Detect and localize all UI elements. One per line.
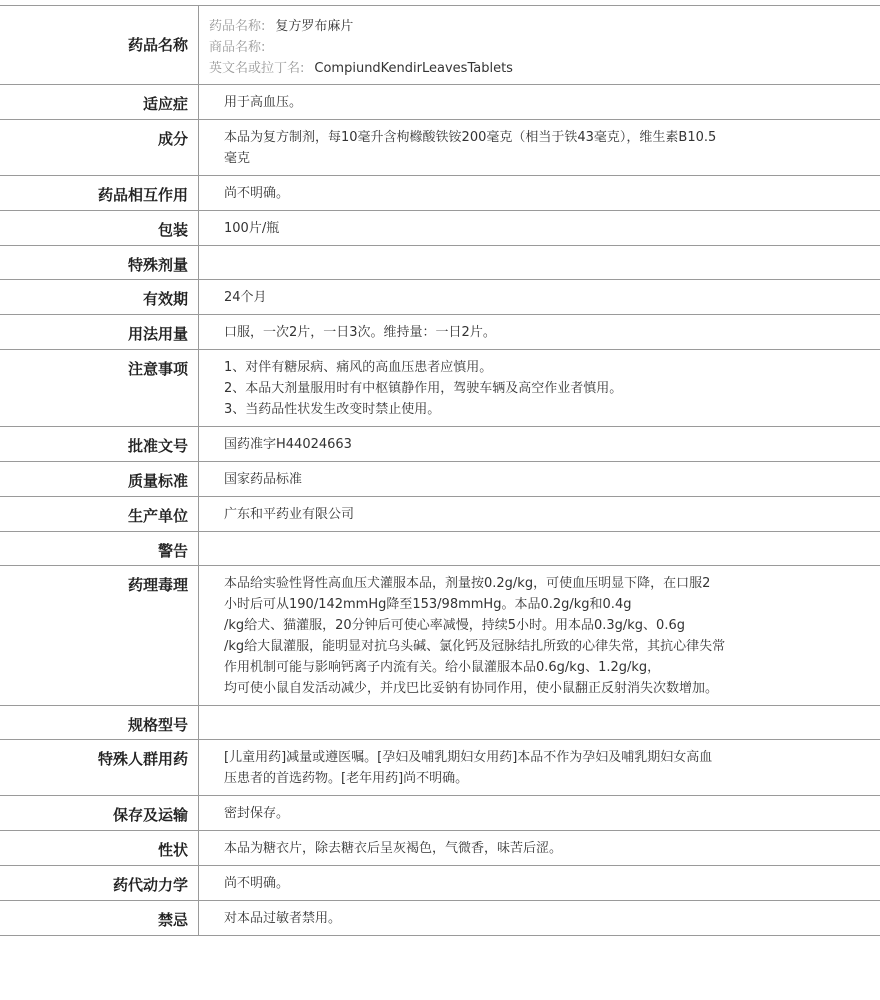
spec-value xyxy=(199,566,880,706)
spec-label: 生产单位 xyxy=(0,497,199,532)
spec-value-line: 毫克 xyxy=(224,151,251,166)
trade-name-line xyxy=(209,37,770,58)
spec-row-names xyxy=(0,6,880,85)
spec-value xyxy=(199,6,880,85)
spec-value xyxy=(199,280,880,315)
spec-label: 包装 xyxy=(0,211,199,246)
spec-row xyxy=(0,566,880,706)
spec-value xyxy=(199,706,880,740)
spec-row xyxy=(0,462,880,497)
spec-value xyxy=(199,427,880,462)
drug-spec-sheet xyxy=(0,5,880,936)
spec-row xyxy=(0,497,880,532)
spec-label: 规格型号 xyxy=(0,706,199,740)
spec-value xyxy=(199,246,880,280)
spec-row xyxy=(0,350,880,427)
spec-label: 警告 xyxy=(0,532,199,566)
spec-value-line: 尚不明确。 xyxy=(224,186,290,201)
spec-label: 药理毒理 xyxy=(0,566,199,706)
spec-label: 用法用量 xyxy=(0,315,199,350)
spec-row xyxy=(0,211,880,246)
spec-value xyxy=(199,497,880,532)
spec-value-line: 3、当药品性状发生改变时禁止使用。 xyxy=(224,402,441,417)
spec-value-line: 国药准字H44024663 xyxy=(224,437,352,452)
spec-value xyxy=(199,462,880,497)
spec-value xyxy=(199,796,880,831)
spec-value xyxy=(199,740,880,796)
spec-value-line: 本品为糖衣片，除去糖衣后呈灰褐色，气微香，味苦后涩。 xyxy=(224,841,563,856)
spec-value-line: 口服，一次2片，一日3次。维持量：一日2片。 xyxy=(224,325,496,340)
spec-value-line: 均可使小鼠自发活动减少，并戊巴比妥钠有协同作用，使小鼠翻正反射消失次数增加。 xyxy=(224,681,719,696)
spec-label: 特殊人群用药 xyxy=(0,740,199,796)
spec-value xyxy=(199,176,880,211)
spec-row xyxy=(0,246,880,280)
spec-value-line: 压患者的首选药物。[老年用药]尚不明确。 xyxy=(224,771,469,786)
spec-row xyxy=(0,706,880,740)
english-name-key: 英文名或拉丁名: xyxy=(209,61,305,76)
spec-value xyxy=(199,120,880,176)
spec-value-line: /kg给大鼠灌服，能明显对抗乌头碱、氯化钙及冠脉结扎所致的心律失常，其抗心律失常 xyxy=(224,639,726,654)
english-name-value: CompiundKendirLeavesTablets xyxy=(314,61,513,76)
generic-name-line xyxy=(209,16,770,37)
spec-row xyxy=(0,532,880,566)
spec-value-line: 国家药品标准 xyxy=(224,472,303,487)
spec-value-line: 用于高血压。 xyxy=(224,95,303,110)
spec-label: 注意事项 xyxy=(0,350,199,427)
spec-row xyxy=(0,280,880,315)
spec-label: 批准文号 xyxy=(0,427,199,462)
spec-row xyxy=(0,866,880,901)
spec-value-line: 广东和平药业有限公司 xyxy=(224,507,355,522)
spec-row xyxy=(0,315,880,350)
spec-value-line: 小时后可从190/142mmHg降至153/98mmHg。本品0.2g/kg和0.4g xyxy=(224,597,632,612)
spec-value-line: 100片/瓶 xyxy=(224,221,280,236)
spec-value-line: [儿童用药]减量或遵医嘱。[孕妇及哺乳期妇女用药]本品不作为孕妇及哺乳期妇女高血 xyxy=(224,750,713,765)
spec-value-line: 作用机制可能与影响钙离子内流有关。给小鼠灌服本品0.6g/kg、1.2g/kg， xyxy=(224,660,661,675)
spec-value xyxy=(199,85,880,120)
spec-value xyxy=(199,901,880,936)
spec-label: 质量标准 xyxy=(0,462,199,497)
spec-row xyxy=(0,740,880,796)
spec-value-line: 2、本品大剂量服用时有中枢镇静作用，驾驶车辆及高空作业者慎用。 xyxy=(224,381,623,396)
spec-row xyxy=(0,901,880,936)
spec-label: 保存及运输 xyxy=(0,796,199,831)
spec-label: 有效期 xyxy=(0,280,199,315)
spec-label: 药代动力学 xyxy=(0,866,199,901)
trade-name-key: 商品名称: xyxy=(209,40,266,55)
spec-label: 适应症 xyxy=(0,85,199,120)
spec-value xyxy=(199,211,880,246)
spec-label: 禁忌 xyxy=(0,901,199,936)
spec-value-line: 尚不明确。 xyxy=(224,876,290,891)
spec-value xyxy=(199,315,880,350)
spec-value xyxy=(199,831,880,866)
spec-table-body xyxy=(0,6,880,936)
spec-label: 性状 xyxy=(0,831,199,866)
spec-value-line: 24个月 xyxy=(224,290,267,305)
spec-label: 药品名称 xyxy=(0,6,199,85)
spec-row xyxy=(0,85,880,120)
spec-value-line: 本品为复方制剂，每10毫升含枸橼酸铁铵200毫克（相当于铁43毫克），维生素B10.5 xyxy=(224,130,717,145)
spec-row xyxy=(0,427,880,462)
drug-spec-table xyxy=(0,5,880,936)
spec-label: 特殊剂量 xyxy=(0,246,199,280)
spec-value xyxy=(199,350,880,427)
spec-value xyxy=(199,866,880,901)
generic-name-key: 药品名称: xyxy=(209,19,266,34)
spec-row xyxy=(0,796,880,831)
spec-label: 成分 xyxy=(0,120,199,176)
english-name-line xyxy=(209,58,770,79)
spec-value-line: 本品给实验性肾性高血压犬灌服本品，剂量按0.2g/kg，可使血压明显下降，在口服2 xyxy=(224,576,711,591)
spec-value xyxy=(199,532,880,566)
spec-label: 药品相互作用 xyxy=(0,176,199,211)
spec-row xyxy=(0,120,880,176)
spec-value-line: 1、对伴有糖尿病、痛风的高血压患者应慎用。 xyxy=(224,360,493,375)
spec-row xyxy=(0,831,880,866)
spec-value-line: 对本品过敏者禁用。 xyxy=(224,911,342,926)
spec-row xyxy=(0,176,880,211)
generic-name-value: 复方罗布麻片 xyxy=(275,19,354,34)
spec-value-line: /kg给犬、猫灌服，20分钟后可使心率减慢，持续5小时。用本品0.3g/kg、0.6g xyxy=(224,618,685,633)
spec-value-line: 密封保存。 xyxy=(224,806,290,821)
